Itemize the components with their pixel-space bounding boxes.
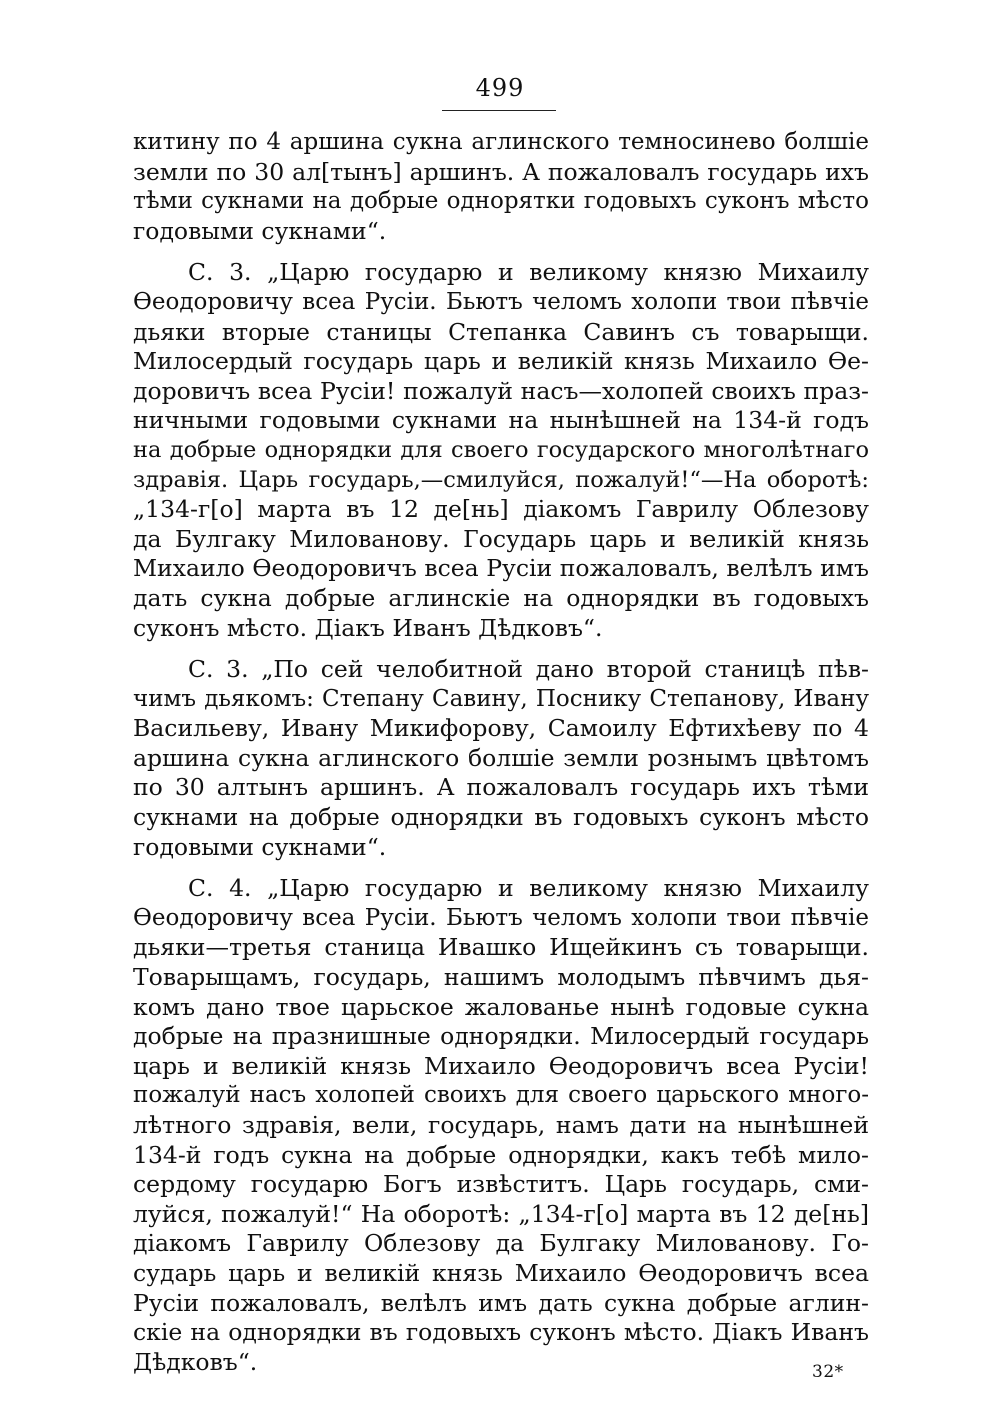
body-text: [133, 128, 869, 1377]
text-line: дать сукна добрые аглинскіе на однорядки въ годовыхъ: [133, 583, 869, 612]
text-line: пожалуй насъ холопей своихъ для своего царьского много-: [133, 1082, 869, 1109]
text-line: С. 4. „Царю государю и великому князю Михаилу: [188, 874, 869, 903]
text-line: лѣтного здравія, вели, государь, намъ дати на нынѣшней: [133, 1111, 869, 1139]
signature-mark: 32*: [812, 1362, 844, 1382]
text-line: Васильеву, Ивану Микифорову, Самоилу Ефтихѣеву по 4: [133, 714, 869, 743]
header-rule: [442, 110, 556, 111]
text-line: доровичъ всеа Русіи! пожалуй насъ—холопей своихъ праз-: [133, 376, 869, 405]
text-line: китину по 4 аршина сукна аглинского темносинево болшіе: [133, 129, 869, 155]
text-line: сердому государю Богъ извѣститъ. Царь государь, сми-: [133, 1170, 869, 1199]
text-line: царь и великій князь Михаило Ѳеодоровичъ всеа Русіи!: [133, 1051, 869, 1080]
paragraph-4: [133, 874, 869, 1377]
text-line: да Булгаку Милованову. Государь царь и великій князь: [133, 524, 869, 553]
text-line: діакомъ Гаврилу Облезову да Булгаку Милованову. Го-: [133, 1229, 869, 1258]
page-number: 499: [475, 74, 525, 102]
text-line: годовыми сукнами“.: [133, 216, 387, 245]
paragraph-3: [133, 655, 869, 862]
paragraph-2: [133, 258, 869, 643]
paragraph-gap: [133, 862, 869, 874]
text-line: „134-г[о] марта въ 12 де[нь] діакомъ Гаврилу Облезову: [133, 495, 869, 524]
paragraph-gap: [133, 246, 869, 258]
text-line: суконъ мѣсто. Діакъ Иванъ Дѣдковъ“.: [133, 613, 603, 642]
paragraph-1: [133, 128, 869, 246]
text-line: тѣми сукнами на добрые однорятки годовыхъ суконъ мѣсто: [133, 188, 869, 215]
text-line: чимъ дьякомъ: Степану Савину, Поснику Степанову, Ивану: [133, 685, 869, 712]
text-line: Ѳеодоровичу всеа Русіи. Бьютъ челомъ холопи твои пѣвчіе: [133, 288, 869, 315]
text-line: ничными годовыми сукнами на нынѣшней на 134-й годъ: [133, 406, 869, 435]
text-line: Дѣдковъ“.: [133, 1347, 258, 1376]
text-line: Русіи пожаловалъ, велѣлъ имъ дать сукна добрые аглин-: [133, 1288, 869, 1317]
text-line: дьяки вторые станицы Степанка Савинъ съ товарыщи.: [133, 317, 869, 346]
text-line: 134-й годъ сукна на добрые однорядки, какъ тебѣ мило-: [133, 1140, 869, 1169]
text-line: сударь царь и великій князь Михаило Ѳеодоровичъ всеа: [133, 1258, 869, 1287]
text-line: луйся, пожалуй!“ На оборотѣ: „134-г[о] марта въ 12 де[нь]: [133, 1199, 869, 1228]
text-line: Михаило Ѳеодоровичъ всеа Русіи пожаловалъ, велѣлъ имъ: [133, 554, 869, 583]
text-line: добрые на празнишные однорядки. Милосердый государь: [133, 1022, 869, 1051]
text-line: сукнами на добрые однорядки въ годовыхъ суконъ мѣсто: [133, 803, 869, 832]
text-line: аршина сукна аглинского болшіе земли рознымъ цвѣтомъ: [133, 743, 869, 772]
text-line: Ѳеодоровичу всеа Русіи. Бьютъ челомъ холопи твои пѣвчіе: [133, 904, 869, 931]
text-line: скіе на однорядки въ годовыхъ суконъ мѣсто. Діакъ Иванъ: [133, 1318, 869, 1347]
text-line: Милосердый государь царь и великій князь Михаило Ѳе-: [133, 347, 869, 376]
text-line: С. 3. „Царю государю и великому князю Михаилу: [188, 258, 869, 287]
text-line: С. 3. „По сей челобитной дано второй станицѣ пѣв-: [188, 655, 869, 684]
paragraph-gap: [133, 643, 869, 655]
text-line: на добрые однорядки для своего государского многолѣтнаго: [133, 436, 869, 463]
text-line: дьяки—третья станица Ивашко Ищейкинъ съ товарыщи.: [133, 933, 869, 962]
text-line: земли по 30 ал[тынъ] аршинъ. А пожаловалъ государь ихъ: [133, 157, 869, 186]
text-line: по 30 алтынъ аршинъ. А пожаловалъ государь ихъ тѣми: [133, 773, 869, 802]
text-line: комъ дано твое царьское жалованье нынѣ годовые сукна: [133, 992, 869, 1021]
text-line: здравія. Царь государь,—смилуйся, пожалуй!“—На оборотѣ:: [133, 466, 869, 493]
text-line: годовыми сукнами“.: [133, 832, 387, 861]
text-line: Товарыщамъ, государь, нашимъ молодымъ пѣвчимъ дья-: [133, 963, 869, 992]
